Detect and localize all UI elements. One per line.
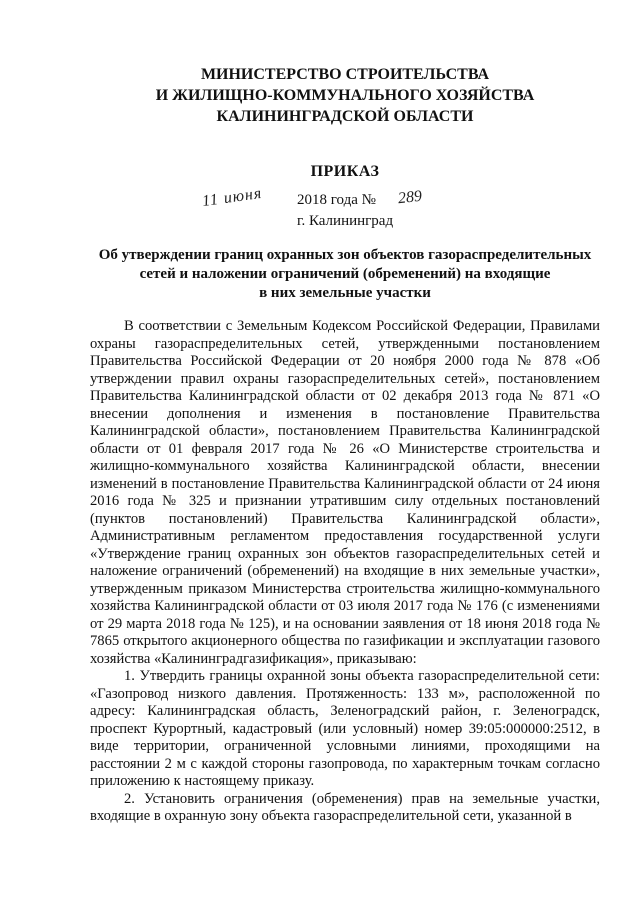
paragraph-preamble: В соответствии с Земельным Кодексом Российской Федерации, Правилами охраны газораспределительных сетей, утвержденными постановлением Правительства Российской Федерации от 20 ноября 2000 года № 878 «Об утверждении правил охраны газораспределительных сетей», постановлением Правительства Калининградской области от 02 декабря 2013 года № 871 «О внесении дополнения и изменения в постановление Правительства Калининградской области», постановлением Правительства Калининградской области от 01 февраля 2017 года № 26 «О Министерстве строительства и жилищно-коммунального хозяйства Калининградской области, внесении изменений в постановление Правительства Калининградской области от 24 июня 2016 года № 325 и признании утратившим силу отдельных постановлений (пунктов постановлений) Правительства Калининградской области», Административным регламентом предоставления государственной услуги «Утверждение границ охранных зон объектов газораспределительных сетей и наложение ограничений (обременений) на входящие в них земельные участки», утвержденным приказом Министерства строительства жилищно-коммунального хозяйства Калининградской области от 03 июля 2017 года № 176 (с изменениями от 29 марта 2018 года № 125), и на основании заявления от 18 июня 2018 года № 7865 открытого акционерного общества по газификации и эксплуатации газового хозяйства «Калининградгазификация», приказываю:: [90, 318, 600, 667]
order-date-text: 2018 года №: [297, 192, 376, 208]
paragraph-item-2: 2. Установить ограничения (обременения) прав на земельные участки, входящие в охранную зону объекта газораспределительной сети, указанной в: [90, 790, 600, 824]
title-line-2: сетей и наложении ограничений (обременений) на входящие: [139, 266, 551, 282]
header-line-1: МИНИСТЕРСТВО СТРОИТЕЛЬСТВА: [200, 66, 490, 83]
document-title: [90, 246, 600, 303]
order-heading: ПРИКАЗ: [310, 163, 380, 180]
handwritten-date: 11 июня: [201, 184, 264, 211]
header-line-3: КАЛИНИНГРАДСКОЙ ОБЛАСТИ: [216, 108, 474, 125]
ministry-header: [90, 64, 600, 127]
paragraph-item-1: 1. Утвердить границы охранной зоны объекта газораспределительной сети: «Газопровод низкого давления. Протяженность: 133 м», расположенной по адресу: Калининградская область, Зеленоградский район, г. Зеленоградск, проспект Курортный, кадастровый (или условный) номер 39:05:000000:2512, в виде территории, ограниченной условными линиями, проходящими на расстоянии 2 м с каждой стороны газопровода, по характерным точкам согласно приложению к настоящему приказу.: [90, 668, 600, 789]
order-city: г. Калининград: [297, 213, 394, 229]
document-body: [90, 318, 600, 826]
header-line-2: И ЖИЛИЩНО-КОММУНАЛЬНОГО ХОЗЯЙСТВА: [155, 87, 535, 104]
title-line-3: в них земельные участки: [259, 285, 431, 301]
handwritten-order-number: 289: [397, 187, 423, 208]
title-line-1: Об утверждении границ охранных зон объектов газораспределительных: [98, 247, 592, 263]
